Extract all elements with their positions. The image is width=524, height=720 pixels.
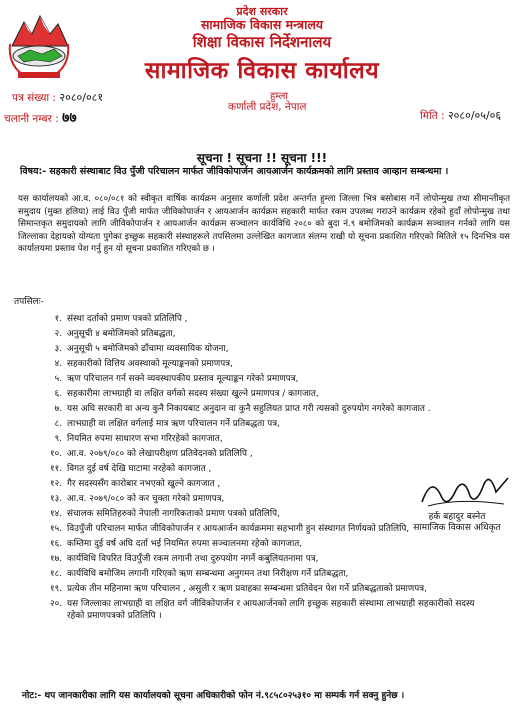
item-text: संस्था दर्ताको प्रमाण पत्रको प्रतिलिपि , — [67, 314, 188, 324]
item-number: १२. — [50, 479, 62, 489]
item-text: कार्यविधि विपरित विउपुँजी रकम लगानी तथा दुरुपयोग नगर्ने कबुलियतनामा पत्र, — [67, 554, 319, 564]
item-text: प्रत्येक तीन महिनामा ऋण परिचालन , असुली र ऋण प्रवाहका सम्बन्धमा प्रतिवेदन पेश गर्ने प्रतिबद्धताको प्रमाणपत्र, — [67, 584, 427, 594]
item-number: ६. — [54, 389, 62, 399]
subject-text: सहकारी संस्थाबाट विउ पुँजी परिचालन मार्फत जीविकोपार्जन आयआर्जन कार्यक्रमको लागि प्रस्ताव आव्हान सम्बन्धमा । — [49, 166, 449, 177]
item-number: १६. — [50, 539, 62, 549]
item-number: ११. — [50, 464, 62, 474]
header-province-government: प्रदेश सरकार — [236, 5, 288, 18]
dispatch-number-label: चलानी नम्बर : — [4, 113, 59, 125]
body-paragraph: यस कार्यालयको आ.व. ०८०/०८१ को स्वीकृत वार्षिक कार्यक्रम अनुसार कर्णाली प्रदेश अन्तर्गत हुम्ला जिल्ला भित्र बसोबास गर्ने लोपोन्मुख तथा सीमान्तीकृत समुदाय (मुक्त हलिया) लाई विउ पुँजी मार्फत जीविकोपार्जन र आयआर्जन कार्यक्रम सहकारी मार्फत रकम उपलब्ध गराउने कार्यक्रम रहेको हुदाँ लोपोन्मुख तथा सिमान्तकृत समुदायको लागि जीविकोपार्जन र आयआर्जन कार्यक्रम सञ्चालन कार्यविधि २०८० को बुदा नं.९ बमोजिमको कार्यक्रम सञ्चालन गर्नको लागि यस जिल्लाका देहायको योग्यता पुगेका इच्छुक सहकारी संस्थाहरूले तपसिलमा उल्लेखित कागजात संलग्न राखी यो सूचना प्रकाशित गरिएको मितिले १५ दिनभित्र यस कार्यालयमा प्रस्ताव पेश गर्नु हुन यो सूचना प्रकाशित गरिएको छ । — [18, 194, 510, 255]
dispatch-number — [4, 108, 77, 127]
date-value: २०८०/०५/०६ — [447, 109, 502, 122]
item-text: अनुसूची ४ बमोजिमको प्रतिबद्धता, — [67, 329, 176, 339]
item-text: लाभग्राही वा लक्षित वर्गलाई मात्र ऋण परिचालन गर्ने प्रतिबद्धता पत्र, — [67, 419, 280, 429]
letter-number-value: २०८०/०८१ — [59, 91, 104, 104]
signature-scribble — [418, 468, 514, 512]
item-number: १८. — [50, 569, 62, 579]
dispatch-number-value: ७७ — [62, 110, 77, 126]
item-text: सहकारीमा लाभग्राही वा लक्षित वर्गको सदस्य संख्या खुल्ने प्रमाणपत्र / कागजात, — [67, 389, 319, 399]
item-text: सहकारीको वित्तिय अवस्थाको मूल्याङ्कनको प्रमाणपत्र, — [67, 359, 233, 369]
subject-label: विषय:- — [20, 166, 47, 177]
header-ministry: सामाजिक विकास मन्त्रालय — [200, 17, 324, 32]
item-number: १०. — [50, 449, 62, 459]
notice-subject — [20, 166, 504, 178]
item-number: ७. — [54, 404, 62, 414]
item-text: यस जिल्लाका लाभग्राही वा लक्षित वर्ग जीविकोपार्जन र आयआर्जनको लागि इच्छुक सहकारी संस्थामा लाभग्राही सहकारीको सदस्य रहेको प्रमाणपत्रको प्रतिलिपि । — [67, 599, 475, 621]
item-number: ९. — [54, 434, 62, 444]
item-number: २. — [54, 329, 62, 339]
header-office: सामाजिक विकास कार्यालय — [144, 58, 380, 84]
item-text: कम्तिमा दुई वर्ष अघि दर्ता भई नियमित रुपमा सञ्चालनमा रहेको कागजात, — [67, 539, 303, 549]
item-number: २०. — [50, 599, 62, 609]
letter-number — [12, 90, 103, 105]
item-number: ५. — [54, 374, 62, 384]
item-text: आ.व. २०७९/०८० को लेखापरीक्षण प्रतिवेदनको प्रतिलिपि , — [67, 449, 253, 459]
item-text: आ.व. २०७९/०८० को कर चुक्ता गरेको प्रमाणपत्र, — [67, 494, 225, 504]
header-province-address: कर्णाली प्रदेश, नेपाल — [228, 101, 307, 113]
item-text: यस अघि सरकारी वा अन्य कुनै निकायबाट अनुदान वा कुनै सहुलियत प्राप्त गरी त्यसको दुरुपयोग नगरेको कागजात . — [67, 404, 431, 414]
item-text: अनुसूची ५ बमोजिमको ढाँचामा व्यवसायिक योजना, — [67, 344, 229, 354]
header-district: हुम्ला — [270, 91, 288, 102]
item-number: १९. — [50, 584, 62, 594]
item-text: विगत दुई वर्ष देखि घाटामा नरहेको कागजात , — [67, 464, 212, 474]
item-number: १३. — [50, 494, 62, 504]
item-text: कार्यविधि बमोजिम लगानी गरिएको ऋण सम्बन्धमा अनुगमन तथा निरीक्षण गर्ने प्रतिबद्धता, — [67, 569, 349, 579]
footer-note: नोट:- थप जानकारीका लागि यस कार्यालयको सूचना अधिकारीको फोन नं.९८५८०२५३१० मा सम्पर्क गर्न सक्नु हुनेछ । — [22, 691, 405, 701]
notice-title: सूचना ! सूचना !! सूचना !!! — [196, 151, 328, 165]
item-text: नियमित रुपमा साधारण सभा गरिरहेको कागजात, — [67, 434, 223, 444]
item-number: ८. — [54, 419, 62, 429]
item-text: गैर सदस्यसँग कारोबार नभएको खुल्ने कागजात , — [67, 479, 221, 489]
item-number: १७. — [50, 554, 62, 564]
item-text: संचालक समितिहरुको नेपाली नागरिकताको प्रमाण पत्रको प्रतिलिपि, — [67, 509, 280, 519]
item-number: १४. — [50, 509, 62, 519]
signatory-designation: सामाजिक विकास अधिकृत — [413, 523, 501, 533]
signature-block — [398, 512, 516, 534]
item-number: ३. — [54, 344, 62, 354]
item-text: ऋण परिचालन गर्न सक्ने व्यवस्थापकीय प्रस्ताव मूल्याङ्कन गरेको प्रमाणपत्र, — [67, 374, 299, 384]
date-label: मिति : — [420, 110, 445, 122]
item-text: विउपुँजी परिचालन मार्फत जीविकोपार्जन र आयआर्जन कार्यक्रममा सहभागी हुन संस्थागत निर्णयको प्रतिलिपि, — [67, 524, 410, 534]
documents-label: तपसिलः- — [14, 297, 44, 307]
item-number: ४. — [54, 359, 62, 369]
item-number: १. — [54, 314, 62, 324]
item-number: १५. — [50, 524, 62, 534]
signatory-name: हर्क बहादुर बस्नेत — [428, 512, 486, 522]
letter-date — [420, 108, 501, 123]
header-directorate: शिक्षा विकास निर्देशनालय — [192, 33, 332, 51]
letter-number-label: पत्र संख्या : — [12, 92, 57, 104]
